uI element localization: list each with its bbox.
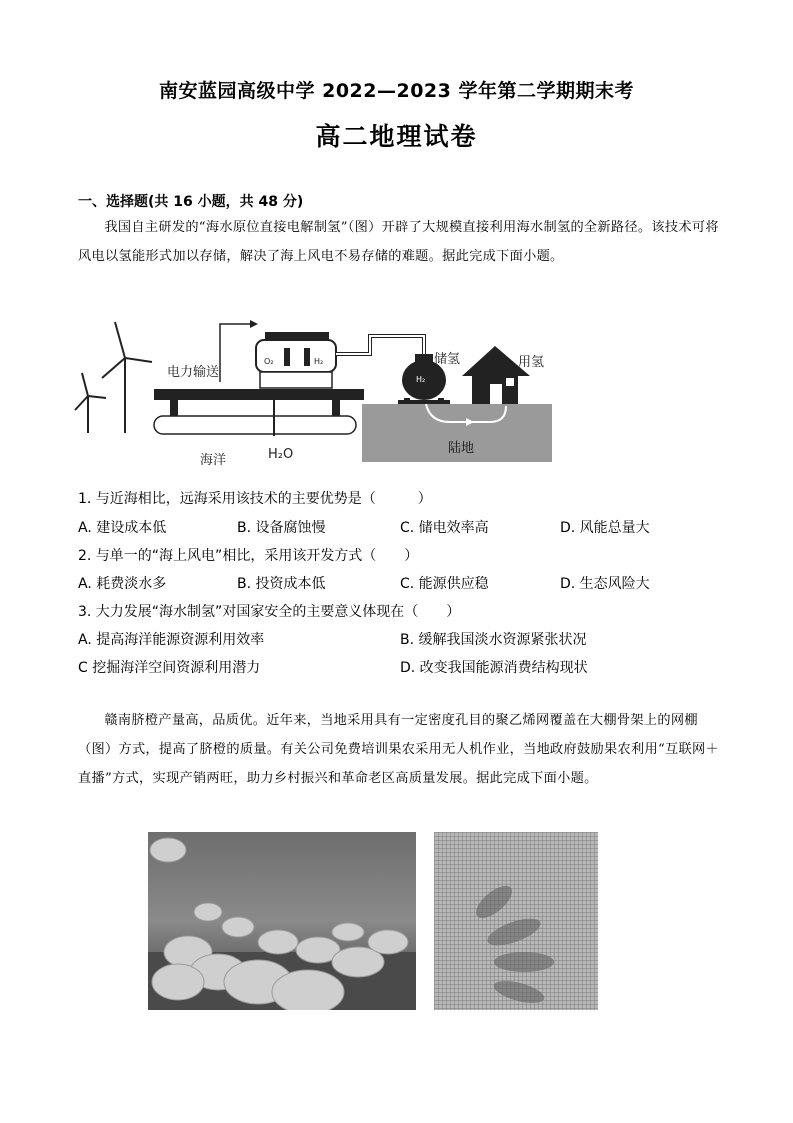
- q2-option-b[interactable]: B. 投资成本低: [237, 576, 326, 592]
- question-2: 2. 与单一的“海上风电”相比，采用该开发方式（ ）: [78, 548, 419, 564]
- use-label: 用氢: [518, 355, 545, 370]
- q3-option-a[interactable]: A. 提高海洋能源资源利用效率: [78, 632, 265, 648]
- water-label: H₂O: [268, 447, 294, 462]
- q3-option-d[interactable]: D. 改变我国能源消费结构现状: [400, 660, 588, 676]
- q3-option-c[interactable]: C 挖掘海洋空间资源利用潜力: [78, 660, 261, 676]
- question-1: 1. 与近海相比，远海采用该技术的主要优势是（ ）: [78, 491, 432, 507]
- section-heading: 一、选择题(共 16 小题，共 48 分): [78, 194, 304, 210]
- h2-label: H₂: [314, 357, 324, 366]
- q2-option-c[interactable]: C. 能源供应稳: [400, 576, 489, 592]
- hydrogen-diagram: [70, 318, 560, 468]
- net-closeup-photo: [434, 832, 598, 1010]
- exam-subtitle: 高二地理试卷: [315, 122, 478, 151]
- ocean-label: 海洋: [200, 453, 227, 468]
- q1-option-d[interactable]: D. 风能总量大: [560, 520, 650, 536]
- q3-option-b[interactable]: B. 缓解我国淡水资源紧张状况: [400, 632, 587, 648]
- passage-navel-orange: 赣南脐橙产量高，品质优。近年来，当地采用具有一定密度孔目的聚乙烯网覆盖在大棚骨架上的网棚（图）方式，提高了脐橙的质量。有关公司免费培训果农采用无人机作业，当地政府鼓励果农利用“互联网＋直播”方式，实现产销两旺，助力乡村振兴和革命老区高质量发展。据此完成下面小题。: [78, 713, 719, 786]
- question-3: 3. 大力发展“海水制氢”对国家安全的主要意义体现在（ ）: [78, 604, 461, 620]
- passage-hydrogen: 我国自主研发的“海水原位直接电解制氢”（图）开辟了大规模直接利用海水制氢的全新路径。该技术可将风电以氢能形式加以存储，解决了海上风电不易存储的难题。据此完成下面小题。: [78, 220, 719, 264]
- net-shed-field-photo: [148, 832, 416, 1010]
- q1-option-a[interactable]: A. 建设成本低: [78, 520, 167, 536]
- q2-option-d[interactable]: D. 生态风险大: [560, 576, 650, 592]
- q1-option-b[interactable]: B. 设备腐蚀慢: [237, 520, 326, 536]
- land-label: 陆地: [448, 441, 475, 456]
- o2-label: O₂: [264, 357, 274, 366]
- storage-label: 储氢: [434, 352, 461, 367]
- wind-turbine-icon: [75, 322, 152, 433]
- q2-option-a[interactable]: A. 耗费淡水多: [78, 576, 167, 592]
- q1-option-c[interactable]: C. 储电效率高: [400, 520, 489, 536]
- power-label: 电力输送: [167, 365, 220, 380]
- tank-label: H₂: [416, 375, 426, 384]
- exam-title: 南安蓝园高级中学 2022—2023 学年第二学期期末考: [159, 80, 634, 102]
